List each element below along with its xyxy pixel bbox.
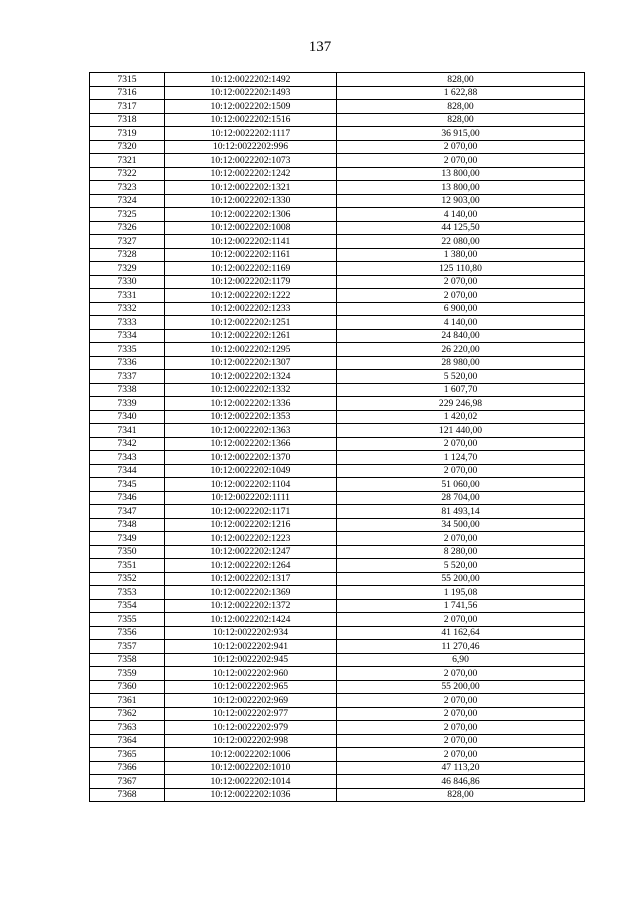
cadastral-number-cell: 10:12:0022202:1251 (165, 316, 337, 330)
cadastral-number-cell: 10:12:0022202:1332 (165, 383, 337, 397)
table-row (90, 478, 585, 492)
row-number-cell: 7341 (90, 424, 165, 438)
row-number-cell: 7329 (90, 262, 165, 276)
table-row (90, 275, 585, 289)
row-number-cell: 7330 (90, 275, 165, 289)
table-row (90, 154, 585, 168)
cadastral-number-cell: 10:12:0022202:1161 (165, 248, 337, 262)
cadastral-number-cell: 10:12:0022202:1242 (165, 167, 337, 181)
row-number-cell: 7359 (90, 667, 165, 681)
row-number-cell: 7323 (90, 181, 165, 195)
row-number-cell: 7331 (90, 289, 165, 303)
cadastral-number-cell: 10:12:0022202:1336 (165, 397, 337, 411)
table-row (90, 127, 585, 141)
table-row (90, 397, 585, 411)
amount-cell: 46 846,86 (337, 775, 585, 789)
row-number-cell: 7338 (90, 383, 165, 397)
amount-cell: 1 124,70 (337, 451, 585, 465)
row-number-cell: 7339 (90, 397, 165, 411)
cadastral-number-cell: 10:12:0022202:1516 (165, 113, 337, 127)
table-row (90, 653, 585, 667)
amount-cell: 2 070,00 (337, 707, 585, 721)
amount-cell: 828,00 (337, 788, 585, 802)
row-number-cell: 7346 (90, 491, 165, 505)
row-number-cell: 7350 (90, 545, 165, 559)
table-row (90, 356, 585, 370)
table-row (90, 370, 585, 384)
table-row (90, 316, 585, 330)
row-number-cell: 7317 (90, 100, 165, 114)
row-number-cell: 7332 (90, 302, 165, 316)
table-row (90, 761, 585, 775)
cadastral-number-cell: 10:12:0022202:1222 (165, 289, 337, 303)
amount-cell: 11 270,46 (337, 640, 585, 654)
amount-cell: 34 500,00 (337, 518, 585, 532)
row-number-cell: 7322 (90, 167, 165, 181)
row-number-cell: 7368 (90, 788, 165, 802)
cadastral-number-cell: 10:12:0022202:1073 (165, 154, 337, 168)
amount-cell: 2 070,00 (337, 437, 585, 451)
cadastral-number-cell: 10:12:0022202:1216 (165, 518, 337, 532)
cadastral-number-cell: 10:12:0022202:1006 (165, 748, 337, 762)
cadastral-number-cell: 10:12:0022202:965 (165, 680, 337, 694)
table-row (90, 86, 585, 100)
row-number-cell: 7363 (90, 721, 165, 735)
cadastral-number-cell: 10:12:0022202:1509 (165, 100, 337, 114)
amount-cell: 2 070,00 (337, 734, 585, 748)
amount-cell: 22 080,00 (337, 235, 585, 249)
cadastral-number-cell: 10:12:0022202:1353 (165, 410, 337, 424)
amount-cell: 1 420,02 (337, 410, 585, 424)
amount-cell: 121 440,00 (337, 424, 585, 438)
amount-cell: 2 070,00 (337, 140, 585, 154)
row-number-cell: 7347 (90, 505, 165, 519)
row-number-cell: 7362 (90, 707, 165, 721)
table-row (90, 667, 585, 681)
row-number-cell: 7326 (90, 221, 165, 235)
row-number-cell: 7342 (90, 437, 165, 451)
amount-cell: 51 060,00 (337, 478, 585, 492)
cadastral-number-cell: 10:12:0022202:1424 (165, 613, 337, 627)
row-number-cell: 7335 (90, 343, 165, 357)
cadastral-number-cell: 10:12:0022202:1307 (165, 356, 337, 370)
table-row (90, 518, 585, 532)
cadastral-number-cell: 10:12:0022202:977 (165, 707, 337, 721)
amount-cell: 1 380,00 (337, 248, 585, 262)
row-number-cell: 7324 (90, 194, 165, 208)
amount-cell: 2 070,00 (337, 532, 585, 546)
table-row (90, 343, 585, 357)
table-row (90, 788, 585, 802)
amount-cell: 2 070,00 (337, 721, 585, 735)
cadastral-number-cell: 10:12:0022202:1306 (165, 208, 337, 222)
row-number-cell: 7319 (90, 127, 165, 141)
table-row (90, 262, 585, 276)
amount-cell: 4 140,00 (337, 316, 585, 330)
amount-cell: 6,90 (337, 653, 585, 667)
table-row (90, 505, 585, 519)
cadastral-number-cell: 10:12:0022202:934 (165, 626, 337, 640)
amount-cell: 2 070,00 (337, 154, 585, 168)
table-row (90, 613, 585, 627)
amount-cell: 81 493,14 (337, 505, 585, 519)
table-row (90, 599, 585, 613)
table-row (90, 167, 585, 181)
table-row (90, 734, 585, 748)
row-number-cell: 7318 (90, 113, 165, 127)
cadastral-number-cell: 10:12:0022202:1049 (165, 464, 337, 478)
row-number-cell: 7352 (90, 572, 165, 586)
amount-cell: 2 070,00 (337, 748, 585, 762)
table-row (90, 586, 585, 600)
amount-cell: 26 220,00 (337, 343, 585, 357)
row-number-cell: 7357 (90, 640, 165, 654)
row-number-cell: 7361 (90, 694, 165, 708)
amount-cell: 4 140,00 (337, 208, 585, 222)
row-number-cell: 7355 (90, 613, 165, 627)
row-number-cell: 7327 (90, 235, 165, 249)
cadastral-number-cell: 10:12:0022202:1317 (165, 572, 337, 586)
cadastral-number-cell: 10:12:0022202:1295 (165, 343, 337, 357)
amount-cell: 55 200,00 (337, 572, 585, 586)
amount-cell: 2 070,00 (337, 464, 585, 478)
row-number-cell: 7315 (90, 73, 165, 87)
cadastral-number-cell: 10:12:0022202:1369 (165, 586, 337, 600)
table-row (90, 221, 585, 235)
row-number-cell: 7365 (90, 748, 165, 762)
amount-cell: 41 162,64 (337, 626, 585, 640)
amount-cell: 125 110,80 (337, 262, 585, 276)
cadastral-number-cell: 10:12:0022202:1141 (165, 235, 337, 249)
row-number-cell: 7328 (90, 248, 165, 262)
cadastral-number-cell: 10:12:0022202:941 (165, 640, 337, 654)
amount-cell: 6 900,00 (337, 302, 585, 316)
amount-cell: 2 070,00 (337, 275, 585, 289)
amount-cell: 2 070,00 (337, 694, 585, 708)
table-row (90, 329, 585, 343)
table-row (90, 235, 585, 249)
table-row (90, 532, 585, 546)
cadastral-number-cell: 10:12:0022202:1036 (165, 788, 337, 802)
amount-cell: 28 704,00 (337, 491, 585, 505)
table-row (90, 572, 585, 586)
cadastral-number-cell: 10:12:0022202:969 (165, 694, 337, 708)
cadastral-number-cell: 10:12:0022202:1492 (165, 73, 337, 87)
table-row (90, 208, 585, 222)
row-number-cell: 7340 (90, 410, 165, 424)
row-number-cell: 7348 (90, 518, 165, 532)
table-row (90, 73, 585, 87)
cadastral-number-cell: 10:12:0022202:1014 (165, 775, 337, 789)
table-row (90, 248, 585, 262)
cadastral-number-cell: 10:12:0022202:1363 (165, 424, 337, 438)
cadastral-number-cell: 10:12:0022202:1493 (165, 86, 337, 100)
table-row (90, 545, 585, 559)
registry-table (89, 72, 585, 802)
cadastral-number-cell: 10:12:0022202:1223 (165, 532, 337, 546)
cadastral-number-cell: 10:12:0022202:996 (165, 140, 337, 154)
amount-cell: 36 915,00 (337, 127, 585, 141)
row-number-cell: 7337 (90, 370, 165, 384)
amount-cell: 5 520,00 (337, 370, 585, 384)
table-row (90, 680, 585, 694)
cadastral-number-cell: 10:12:0022202:1330 (165, 194, 337, 208)
amount-cell: 44 125,50 (337, 221, 585, 235)
row-number-cell: 7353 (90, 586, 165, 600)
cadastral-number-cell: 10:12:0022202:1264 (165, 559, 337, 573)
row-number-cell: 7360 (90, 680, 165, 694)
amount-cell: 8 280,00 (337, 545, 585, 559)
cadastral-number-cell: 10:12:0022202:1324 (165, 370, 337, 384)
table-row (90, 721, 585, 735)
row-number-cell: 7351 (90, 559, 165, 573)
row-number-cell: 7333 (90, 316, 165, 330)
amount-cell: 28 980,00 (337, 356, 585, 370)
amount-cell: 5 520,00 (337, 559, 585, 573)
row-number-cell: 7354 (90, 599, 165, 613)
table-row (90, 410, 585, 424)
table-row (90, 491, 585, 505)
row-number-cell: 7336 (90, 356, 165, 370)
cadastral-number-cell: 10:12:0022202:1179 (165, 275, 337, 289)
row-number-cell: 7345 (90, 478, 165, 492)
row-number-cell: 7364 (90, 734, 165, 748)
row-number-cell: 7349 (90, 532, 165, 546)
cadastral-number-cell: 10:12:0022202:1169 (165, 262, 337, 276)
amount-cell: 13 800,00 (337, 167, 585, 181)
cadastral-number-cell: 10:12:0022202:945 (165, 653, 337, 667)
amount-cell: 1 622,88 (337, 86, 585, 100)
table-row (90, 437, 585, 451)
amount-cell: 1 741,56 (337, 599, 585, 613)
amount-cell: 55 200,00 (337, 680, 585, 694)
row-number-cell: 7367 (90, 775, 165, 789)
row-number-cell: 7344 (90, 464, 165, 478)
amount-cell: 47 113,20 (337, 761, 585, 775)
amount-cell: 828,00 (337, 73, 585, 87)
table-row (90, 289, 585, 303)
amount-cell: 12 903,00 (337, 194, 585, 208)
row-number-cell: 7343 (90, 451, 165, 465)
cadastral-number-cell: 10:12:0022202:1117 (165, 127, 337, 141)
cadastral-number-cell: 10:12:0022202:1370 (165, 451, 337, 465)
cadastral-number-cell: 10:12:0022202:1247 (165, 545, 337, 559)
cadastral-number-cell: 10:12:0022202:979 (165, 721, 337, 735)
cadastral-number-cell: 10:12:0022202:1008 (165, 221, 337, 235)
table-row (90, 302, 585, 316)
cadastral-number-cell: 10:12:0022202:1171 (165, 505, 337, 519)
row-number-cell: 7321 (90, 154, 165, 168)
amount-cell: 828,00 (337, 113, 585, 127)
row-number-cell: 7316 (90, 86, 165, 100)
cadastral-number-cell: 10:12:0022202:1372 (165, 599, 337, 613)
cadastral-number-cell: 10:12:0022202:1261 (165, 329, 337, 343)
cadastral-number-cell: 10:12:0022202:1233 (165, 302, 337, 316)
amount-cell: 828,00 (337, 100, 585, 114)
row-number-cell: 7325 (90, 208, 165, 222)
cadastral-number-cell: 10:12:0022202:1366 (165, 437, 337, 451)
table-row (90, 464, 585, 478)
table-row (90, 775, 585, 789)
amount-cell: 2 070,00 (337, 289, 585, 303)
table-row (90, 559, 585, 573)
table-row (90, 383, 585, 397)
row-number-cell: 7366 (90, 761, 165, 775)
amount-cell: 24 840,00 (337, 329, 585, 343)
amount-cell: 2 070,00 (337, 667, 585, 681)
cadastral-number-cell: 10:12:0022202:960 (165, 667, 337, 681)
table-row (90, 424, 585, 438)
table-row (90, 640, 585, 654)
cadastral-number-cell: 10:12:0022202:1111 (165, 491, 337, 505)
table-row (90, 626, 585, 640)
row-number-cell: 7356 (90, 626, 165, 640)
table-row (90, 194, 585, 208)
row-number-cell: 7334 (90, 329, 165, 343)
table-row (90, 707, 585, 721)
cadastral-number-cell: 10:12:0022202:1321 (165, 181, 337, 195)
table-row (90, 140, 585, 154)
cadastral-number-cell: 10:12:0022202:998 (165, 734, 337, 748)
amount-cell: 1 607,70 (337, 383, 585, 397)
cadastral-number-cell: 10:12:0022202:1010 (165, 761, 337, 775)
table-row (90, 113, 585, 127)
registry-table-body (90, 73, 585, 802)
amount-cell: 1 195,08 (337, 586, 585, 600)
amount-cell: 229 246,98 (337, 397, 585, 411)
table-row (90, 451, 585, 465)
row-number-cell: 7320 (90, 140, 165, 154)
table-row (90, 181, 585, 195)
table-row (90, 100, 585, 114)
amount-cell: 2 070,00 (337, 613, 585, 627)
table-row (90, 748, 585, 762)
row-number-cell: 7358 (90, 653, 165, 667)
page-number: 137 (308, 39, 332, 55)
amount-cell: 13 800,00 (337, 181, 585, 195)
cadastral-number-cell: 10:12:0022202:1104 (165, 478, 337, 492)
table-row (90, 694, 585, 708)
